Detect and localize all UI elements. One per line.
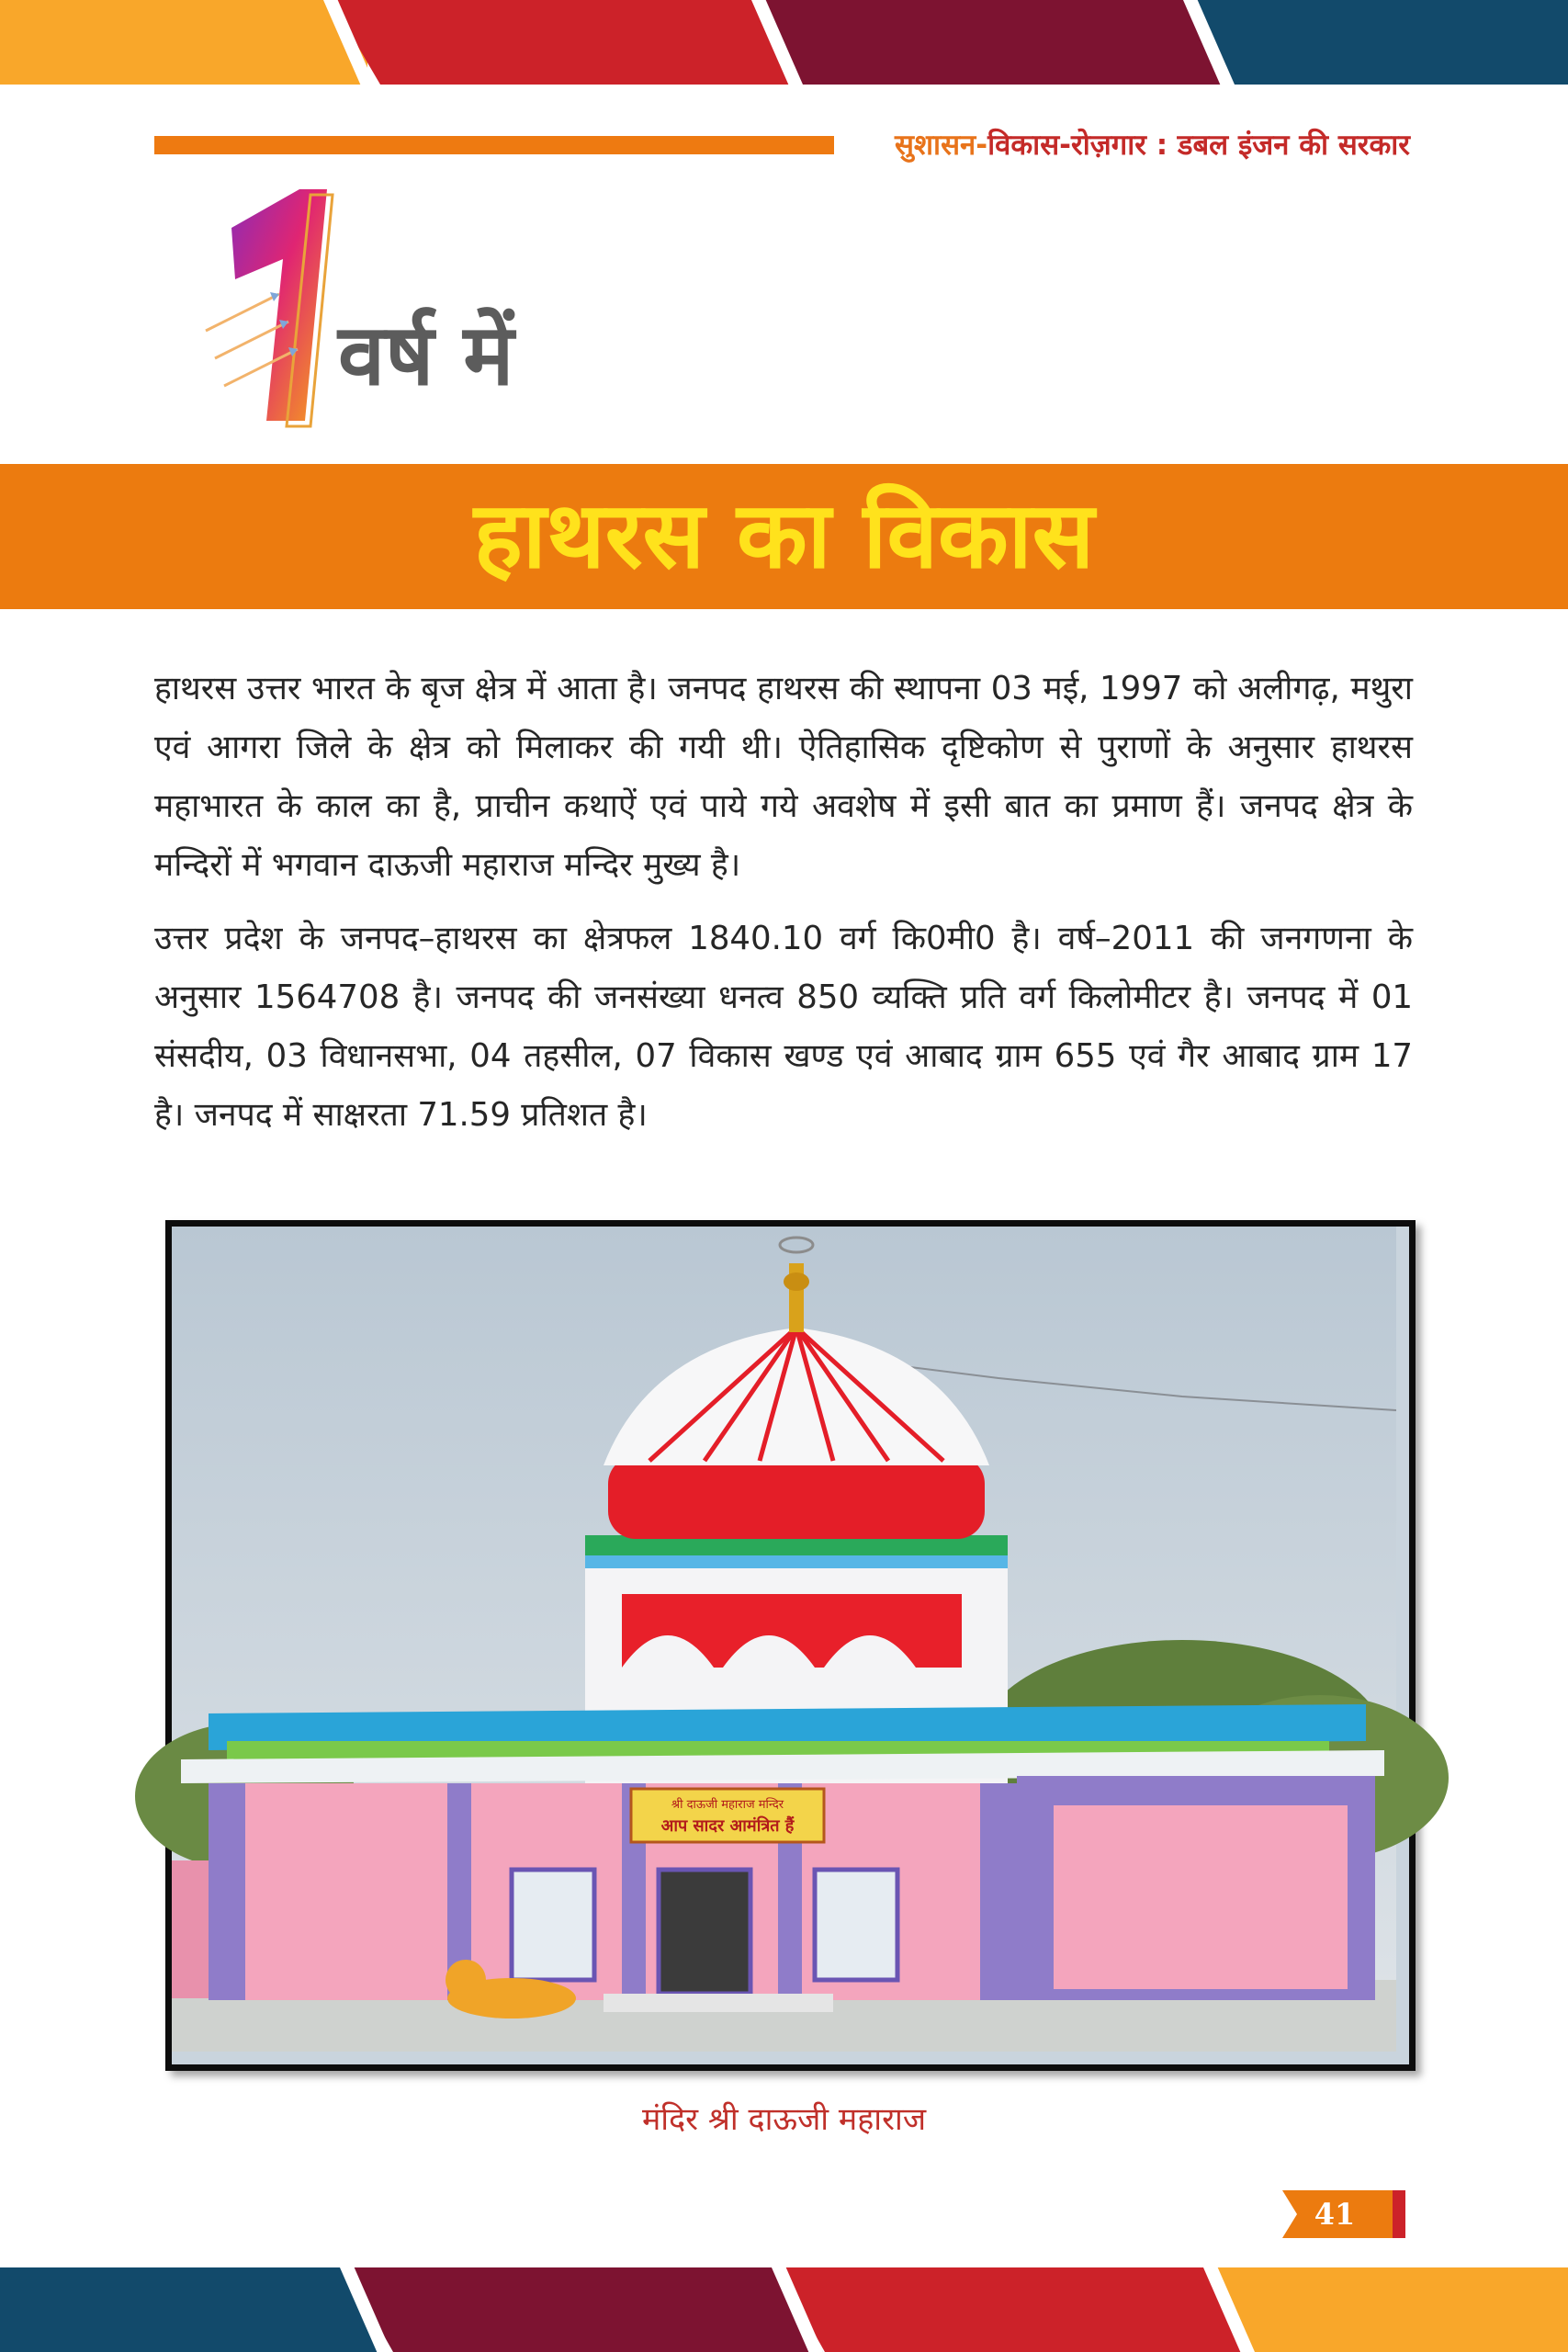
photo-sign-line2: आप सादर आमंत्रित हैं [660,1816,795,1836]
photo-sign-line1: श्री दाऊजी महाराज मन्दिर [671,1798,784,1812]
band-bottom-navy [0,2267,386,2352]
band-seg-red [331,0,827,85]
year-number-graphic [215,170,340,436]
photo-caption: मंदिर श्री दाऊजी महाराज [641,2101,927,2138]
header-title [895,125,1410,164]
banner-title: हाथरस का विकास [473,481,1095,589]
band-bottom-red [777,2267,1255,2352]
bottom-color-band [0,2267,1568,2352]
temple-photo [165,1220,1416,2071]
band-bottom-yellow [1209,2267,1568,2352]
page-number: 41 [1314,2197,1356,2232]
year-number: 1 [215,170,225,187]
header-title-part1: सुशासन- [895,129,988,162]
title-banner [0,464,1568,609]
band-bottom-maroon [345,2267,823,2352]
header-title-part3: -रोज़गार : डबल इंजन की सरकार [1059,129,1410,162]
header-title-part2: विकास [987,129,1060,162]
band-seg-yellow [0,0,367,85]
body-paragraph-1: हाथरस उत्तर भारत के बृज क्षेत्र में आता है। जनपद हाथरस की स्थापना 03 मई, 1997 को अलीगढ़, मथुरा एवं आगरा जिले के क्षेत्र को मिलाकर की गयी थी। ऐतिहासिक दृष्टिकोण से पुराणों के अनुसार हाथरस महाभारत के काल का है, प्राचीन कथाऐं एवं पाये गये अवशेष में इसी बात का प्रमाण हैं। जनपद क्षेत्र के मन्दिरों में भगवान दाऊजी महाराज मन्दिर मुख्य है। [154,670,1413,884]
header-rule [154,136,834,154]
band-seg-navy [1187,0,1568,85]
top-color-band [0,0,1568,85]
body-paragraph-2: उत्तर प्रदेश के जनपद–हाथरस का क्षेत्रफल 1840.10 वर्ग कि0मी0 है। वर्ष–2011 की जनगणना के अनुसार 1564708 है। जनपद की जनसंख्या धनत्व 850 व्यक्ति प्रति वर्ग किलोमीटर है। जनपद में 01 संसदीय, 03 विधानसभा, 04 तहसील, 07 विकास खण्ड एवं आबाद ग्राम 655 एवं गैर आबाद ग्राम 17 है। जनपद में साक्षरता 71.59 प्रतिशत है। [154,920,1413,1134]
band-seg-maroon [755,0,1233,85]
temple-illustration [172,1227,1396,2052]
title-suffix: वर्ष में [338,305,514,404]
